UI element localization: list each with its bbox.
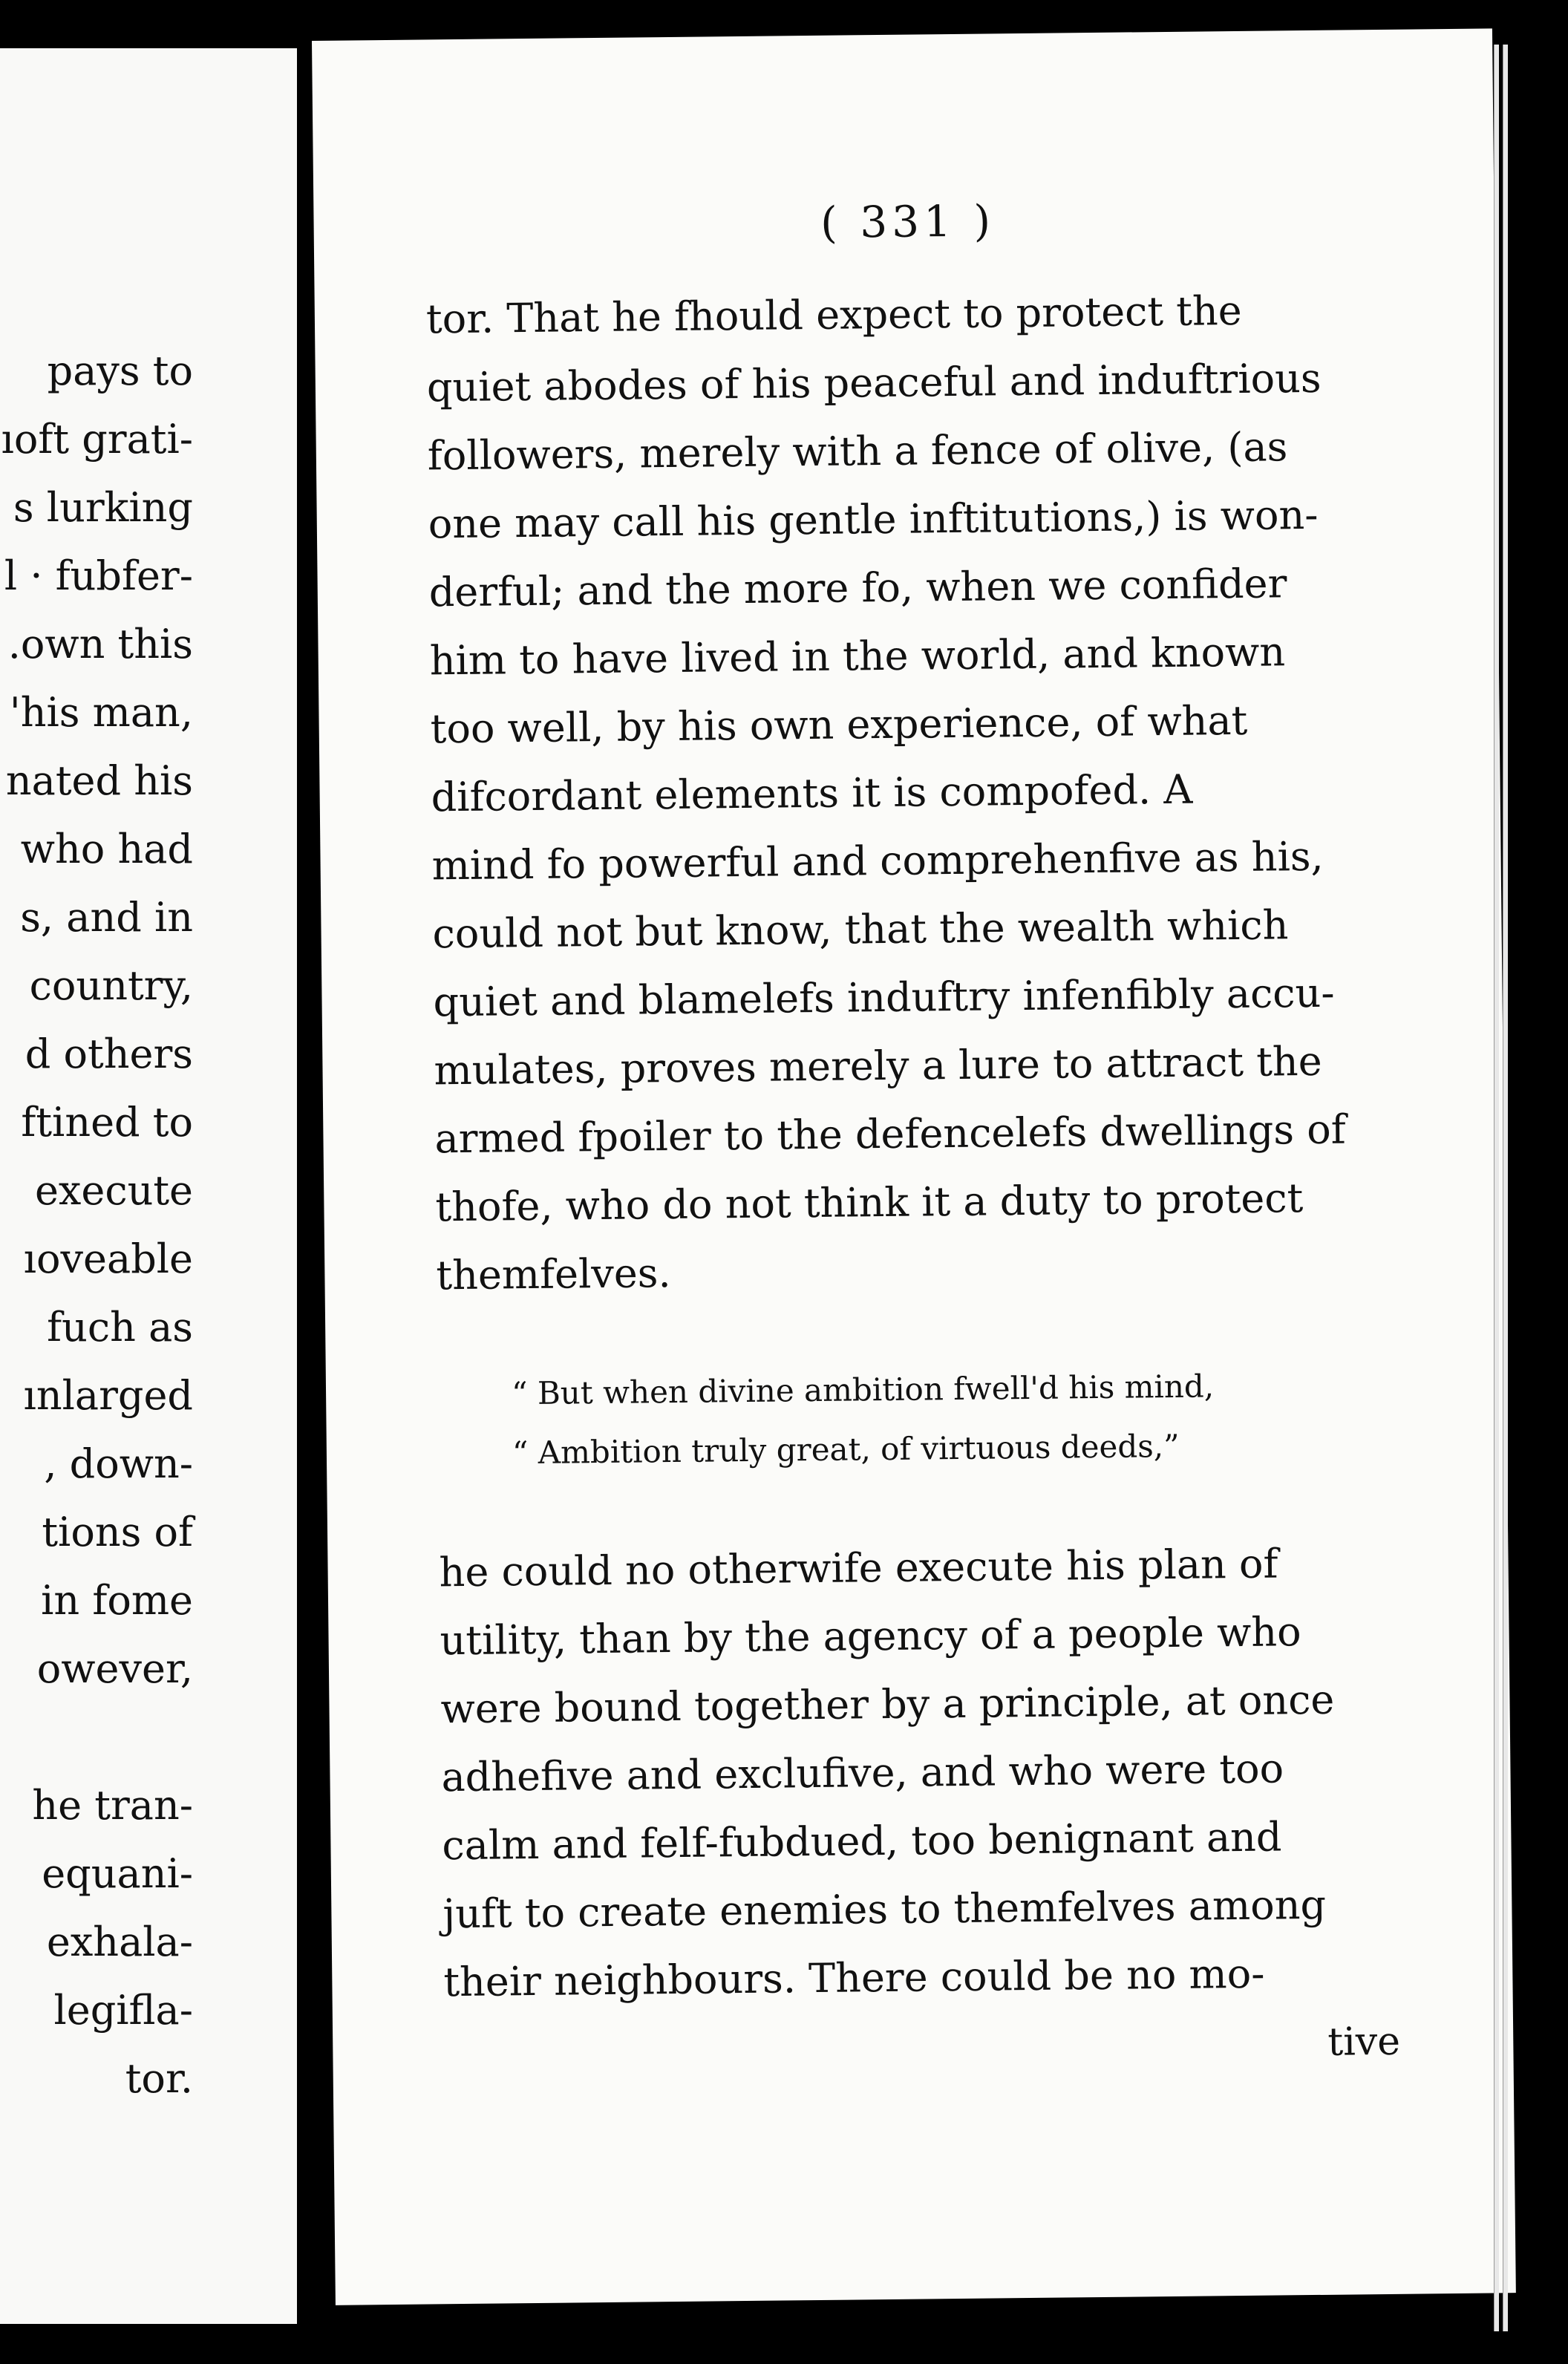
text-line: could not but know, that the wealth which bbox=[432, 901, 1289, 958]
left-line: d others bbox=[24, 1031, 193, 1077]
left-line: fuch as bbox=[47, 1304, 193, 1351]
left-line: pays to bbox=[47, 347, 193, 394]
left-line: ftined to bbox=[21, 1099, 193, 1146]
text-line: mulates, proves merely a lure to attract the bbox=[434, 1037, 1322, 1094]
left-line: s lurking bbox=[13, 484, 193, 531]
text-line: derful; and the more fo, when we confider bbox=[428, 560, 1287, 616]
left-line: equani- bbox=[42, 1850, 193, 1897]
left-line: l · fubfer- bbox=[4, 552, 193, 599]
left-page bbox=[0, 48, 298, 2324]
text-line: him to have lived in the world, and known bbox=[429, 628, 1286, 685]
text-line: followers, merely with a fence of olive, (as bbox=[427, 423, 1288, 480]
left-line: tions of bbox=[42, 1509, 193, 1555]
text-line: juft to create enemies to themfelves among bbox=[442, 1881, 1327, 1938]
text-line: adhefive and exclufive, and who were too bbox=[441, 1745, 1284, 1801]
text-line: calm and felf-fubdued, too benignant and bbox=[442, 1813, 1282, 1870]
left-line: s, and in bbox=[20, 894, 193, 941]
text-line: mind fo powerful and comprehenfive as his, bbox=[431, 832, 1324, 889]
left-line: execute bbox=[34, 1167, 193, 1214]
book-gutter bbox=[297, 0, 312, 2364]
left-line: , down- bbox=[44, 1440, 193, 1487]
page-edge bbox=[1503, 45, 1508, 2331]
quote-line: “ But when divine ambition fwell'd his mind, bbox=[511, 1368, 1215, 1412]
text-line: quiet abodes of his peaceful and induftrious bbox=[426, 354, 1322, 411]
left-line: ınlarged bbox=[23, 1372, 193, 1419]
left-line: .own this bbox=[7, 621, 193, 667]
left-line: legifla- bbox=[53, 1987, 193, 2034]
text-line: difcordant elements it is compofed. A bbox=[431, 765, 1193, 821]
left-line: 'his man, bbox=[9, 689, 193, 736]
left-line: country, bbox=[29, 962, 193, 1009]
text-line: themfelves. bbox=[436, 1250, 671, 1299]
quote-line: “ Ambition truly great, of virtuous deeds,” bbox=[512, 1427, 1180, 1472]
text-line: were bound together by a principle, at once bbox=[440, 1676, 1335, 1733]
text-line: one may call his gentle inftitutions,) is won- bbox=[428, 491, 1319, 548]
right-page bbox=[312, 28, 1516, 2305]
left-line: he tran- bbox=[32, 1782, 193, 1829]
left-line: tor. bbox=[125, 2055, 193, 2102]
catchword: tive bbox=[1327, 2019, 1401, 2065]
left-line: ıoft grati- bbox=[1, 416, 193, 463]
page-number: ( 331 ) bbox=[820, 195, 996, 248]
left-line: in fome bbox=[41, 1577, 193, 1624]
text-line: too well, by his own experience, of what bbox=[430, 696, 1248, 753]
left-line: exhala- bbox=[46, 1919, 193, 1965]
text-line: quiet and blamelefs induftry infenfibly accu- bbox=[433, 969, 1335, 1026]
text-line: armed fpoiler to the defencelefs dwellings of bbox=[434, 1106, 1346, 1163]
text-line: tor. That he fhould expect to protect the bbox=[425, 287, 1242, 343]
text-line: their neighbours. There could be no mo- bbox=[443, 1950, 1265, 2006]
left-line: who had bbox=[20, 826, 193, 872]
left-line: nated his bbox=[5, 757, 193, 804]
left-line: owever, bbox=[36, 1645, 193, 1692]
text-line: utility, than by the agency of a people who bbox=[440, 1608, 1301, 1665]
page-edge bbox=[1494, 45, 1499, 2331]
text-line: he could no otherwife execute his plan of bbox=[439, 1540, 1278, 1596]
text-line: thofe, who do not think it a duty to protect bbox=[435, 1175, 1304, 1231]
left-line: ıoveable bbox=[23, 1235, 193, 1282]
